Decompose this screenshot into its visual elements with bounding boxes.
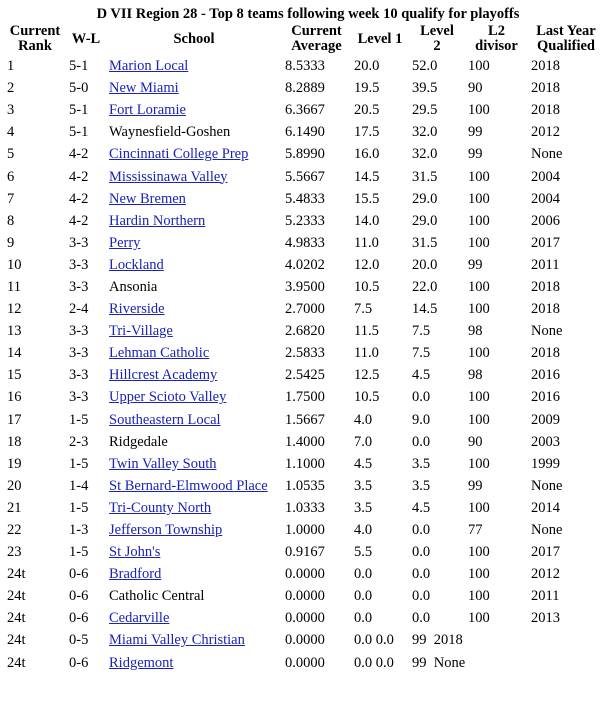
level2-cell: 0.0 [412, 522, 431, 539]
divisor-cell: 100 [468, 411, 490, 428]
school-cell [106, 453, 282, 475]
rank-cell: 14 [7, 345, 22, 362]
school-link[interactable]: Miami Valley Christian [109, 632, 245, 649]
average-cell: 0.0000 [285, 632, 325, 649]
header-last-line1: Last Year [536, 23, 596, 39]
school-cell [106, 386, 282, 408]
rank-cell: 10 [7, 256, 22, 273]
header-rank [4, 24, 66, 55]
school-cell [106, 409, 282, 431]
level2-cell: 39.5 [412, 80, 438, 97]
level2-cell: 0.0 [412, 433, 431, 450]
average-cell: 2.5425 [285, 367, 325, 384]
level2-cell: 14.5 [412, 301, 438, 318]
school-link[interactable]: New Miami [109, 80, 179, 97]
header-level2-line1: Level [420, 23, 454, 39]
header-last-qualified [528, 24, 604, 55]
header-wl: W-L [71, 30, 101, 47]
level2-cell: 22.0 [412, 278, 438, 295]
divisor-cell: 100 [468, 102, 490, 119]
divisor-cell: 99 [468, 146, 483, 163]
level2-cell: 3.5 [412, 477, 431, 494]
header-average [282, 24, 351, 55]
level2-cell: 52.0 [412, 58, 438, 75]
header-rank-line2: Rank [18, 38, 52, 54]
page-title: D VII Region 28 - Top 8 teams following week 10 qualify for playoffs [96, 6, 520, 22]
last-qualified-cell: None [531, 522, 563, 539]
level1-cell: 4.5 [354, 455, 373, 472]
level1-cell: 17.5 [354, 124, 380, 141]
average-cell: 5.4833 [285, 190, 325, 207]
school-link[interactable]: Riverside [109, 301, 165, 318]
header-average-line1: Current [291, 23, 342, 39]
wl-cell: 1-5 [69, 411, 89, 428]
level-values-cell: 0.0 0.0 [354, 654, 394, 671]
average-cell: 4.9833 [285, 234, 325, 251]
average-cell: 2.6820 [285, 323, 325, 340]
school-link[interactable]: Marion Local [109, 58, 189, 75]
school-cell [106, 298, 282, 320]
school-cell [106, 99, 282, 121]
rank-cell: 4 [7, 124, 15, 141]
level2-cell: 31.5 [412, 168, 438, 185]
level2-cell: 7.5 [412, 345, 431, 362]
table-row [4, 563, 604, 585]
wl-cell: 3-3 [69, 256, 89, 273]
level2-cell: 29.5 [412, 102, 438, 119]
average-cell: 1.4000 [285, 433, 325, 450]
level2-cell: 0.0 [412, 389, 431, 406]
wl-cell: 0-6 [69, 610, 89, 627]
level1-cell: 19.5 [354, 80, 380, 97]
wl-cell: 0-6 [69, 588, 89, 605]
divisor-cell: 100 [468, 278, 490, 295]
wl-cell: 4-2 [69, 212, 89, 229]
divisor-cell: 100 [468, 499, 490, 516]
last-qualified-cell: 2016 [531, 367, 560, 384]
standings-body [4, 55, 604, 674]
table-row [4, 188, 604, 210]
school-cell [106, 342, 282, 364]
school-link[interactable]: Cincinnati College Prep [109, 146, 249, 163]
level2-cell: 29.0 [412, 212, 438, 229]
wl-cell: 4-2 [69, 146, 89, 163]
level2-cell: 9.0 [412, 411, 431, 428]
wl-cell: 3-3 [69, 234, 89, 251]
level2-cell: 3.5 [412, 455, 431, 472]
school-link[interactable]: Cedarville [109, 610, 170, 627]
table-row [4, 629, 604, 651]
rank-cell: 1 [7, 58, 15, 75]
level1-cell: 11.5 [354, 323, 379, 340]
table-row [4, 453, 604, 475]
average-cell: 1.0000 [285, 522, 325, 539]
school-link[interactable]: Perry [109, 234, 141, 251]
school-link[interactable]: Mississinawa Valley [109, 168, 228, 185]
level1-cell: 0.0 [354, 610, 373, 627]
table-row [4, 77, 604, 99]
divisor-last-cell: 99 None [412, 654, 466, 671]
last-qualified-cell: 2018 [531, 301, 560, 318]
school-link[interactable]: Tri-Village [109, 323, 173, 340]
last-qualified-cell: 2018 [531, 58, 560, 75]
level2-cell: 7.5 [412, 323, 431, 340]
level1-cell: 3.5 [354, 499, 373, 516]
header-level1: Level 1 [357, 30, 403, 47]
header-divisor-line1: L2 [488, 23, 505, 39]
last-qualified-cell: 2011 [531, 588, 560, 605]
school-cell: Waynesfield-Goshen [109, 124, 231, 141]
last-qualified-cell: 2012 [531, 124, 560, 141]
rank-cell: 11 [7, 278, 21, 295]
school-link[interactable]: Hardin Northern [109, 212, 206, 229]
header-row [4, 24, 604, 55]
school-cell [106, 563, 282, 585]
last-qualified-cell: None [531, 323, 563, 340]
level2-cell: 0.0 [412, 610, 431, 627]
average-cell: 2.7000 [285, 301, 325, 318]
table-row [4, 431, 604, 453]
school-link[interactable]: Jefferson Township [109, 522, 223, 539]
wl-cell: 1-5 [69, 499, 89, 516]
divisor-cell: 100 [468, 389, 490, 406]
last-qualified-cell: 2006 [531, 212, 560, 229]
table-row [4, 409, 604, 431]
last-qualified-cell: 2018 [531, 80, 560, 97]
divisor-cell: 100 [468, 566, 490, 583]
level2-cell: 0.0 [412, 566, 431, 583]
level1-cell: 11.0 [354, 234, 379, 251]
last-qualified-cell: 1999 [531, 455, 560, 472]
school-cell [106, 210, 282, 232]
divisor-cell: 99 [468, 477, 483, 494]
average-cell: 5.8990 [285, 146, 325, 163]
last-qualified-cell: 2018 [531, 345, 560, 362]
last-qualified-cell: None [531, 146, 563, 163]
divisor-cell: 100 [468, 455, 490, 472]
wl-cell: 3-3 [69, 389, 89, 406]
table-row [4, 165, 604, 187]
level1-cell: 10.5 [354, 389, 380, 406]
rank-cell: 24t [7, 654, 26, 671]
rank-cell: 24t [7, 632, 26, 649]
level1-cell: 7.0 [354, 433, 373, 450]
school-cell [106, 475, 282, 497]
wl-cell: 0-5 [69, 632, 89, 649]
table-row [4, 143, 604, 165]
level2-cell: 32.0 [412, 124, 438, 141]
average-cell: 6.1490 [285, 124, 325, 141]
average-cell: 2.5833 [285, 345, 325, 362]
level1-cell: 7.5 [354, 301, 373, 318]
divisor-cell: 100 [468, 544, 490, 561]
wl-cell: 3-3 [69, 278, 89, 295]
school-cell: Catholic Central [109, 588, 205, 605]
level2-cell: 32.0 [412, 146, 438, 163]
level1-cell: 14.5 [354, 168, 380, 185]
rank-cell: 3 [7, 102, 15, 119]
school-cell [106, 143, 282, 165]
table-row [4, 276, 604, 298]
school-cell: Ridgedale [109, 433, 168, 450]
standings-table [4, 24, 604, 674]
level1-cell: 14.0 [354, 212, 380, 229]
last-qualified-cell: 2018 [531, 102, 560, 119]
average-cell: 3.9500 [285, 278, 325, 295]
divisor-cell: 99 [468, 124, 483, 141]
level1-cell: 4.0 [354, 411, 373, 428]
school-link[interactable]: Ridgemont [109, 654, 174, 671]
school-link[interactable]: Twin Valley South [109, 455, 217, 472]
rank-cell: 8 [7, 212, 15, 229]
school-cell [106, 519, 282, 541]
level1-cell: 10.5 [354, 278, 380, 295]
level1-cell: 3.5 [354, 477, 373, 494]
empty-cell [528, 652, 604, 674]
school-link[interactable]: St Bernard-Elmwood Place [109, 477, 268, 494]
school-cell [106, 320, 282, 342]
rank-cell: 13 [7, 323, 22, 340]
table-row [4, 99, 604, 121]
rank-cell: 5 [7, 146, 15, 163]
divisor-cell: 100 [468, 190, 490, 207]
table-row [4, 364, 604, 386]
divisor-cell: 100 [468, 610, 490, 627]
last-qualified-cell: 2017 [531, 234, 560, 251]
average-cell: 6.3667 [285, 102, 325, 119]
level1-cell: 0.0 [354, 588, 373, 605]
table-row [4, 652, 604, 674]
divisor-cell: 100 [468, 588, 490, 605]
table-row [4, 342, 604, 364]
average-cell: 0.9167 [285, 544, 325, 561]
level-values-cell: 0.0 0.0 [354, 632, 394, 649]
last-qualified-cell: 2018 [531, 278, 560, 295]
divisor-cell: 100 [468, 168, 490, 185]
table-row [4, 497, 604, 519]
school-link[interactable]: New Bremen [109, 190, 186, 207]
average-cell: 0.0000 [285, 588, 325, 605]
school-link[interactable]: Southeastern Local [109, 411, 221, 428]
table-row [4, 55, 604, 77]
last-qualified-cell: None [531, 477, 563, 494]
level2-cell: 0.0 [412, 588, 431, 605]
level2-cell: 4.5 [412, 367, 431, 384]
rank-cell: 12 [7, 301, 22, 318]
header-average-line2: Average [291, 38, 342, 54]
divisor-cell: 100 [468, 58, 490, 75]
school-cell [106, 188, 282, 210]
header-rank-line1: Current [9, 23, 61, 39]
school-cell [106, 254, 282, 276]
wl-cell: 5-1 [69, 124, 89, 141]
level1-cell: 15.5 [354, 190, 380, 207]
table-row [4, 475, 604, 497]
table-row [4, 121, 604, 143]
wl-cell: 5-0 [69, 80, 89, 97]
level2-cell: 31.5 [412, 234, 438, 251]
last-qualified-cell: 2012 [531, 566, 560, 583]
table-row [4, 541, 604, 563]
rank-cell: 2 [7, 80, 15, 97]
rank-cell: 21 [7, 499, 22, 516]
school-cell [106, 652, 282, 674]
average-cell: 5.5667 [285, 168, 325, 185]
header-divisor [465, 24, 528, 55]
average-cell: 4.0202 [285, 256, 325, 273]
header-level2-line2: 2 [433, 38, 441, 54]
wl-cell: 1-5 [69, 544, 89, 561]
school-cell [106, 629, 282, 651]
wl-cell: 2-3 [69, 433, 89, 450]
table-row [4, 519, 604, 541]
last-qualified-cell: 2014 [531, 499, 560, 516]
table-row [4, 254, 604, 276]
rank-cell: 24t [7, 566, 26, 583]
wl-cell: 3-3 [69, 345, 89, 362]
divisor-cell: 100 [468, 234, 490, 251]
divisor-cell: 90 [468, 433, 483, 450]
level1-cell: 20.0 [354, 58, 380, 75]
wl-cell: 3-3 [69, 367, 89, 384]
school-cell [106, 55, 282, 77]
average-cell: 1.1000 [285, 455, 325, 472]
empty-cell [528, 629, 604, 651]
rank-cell: 9 [7, 234, 15, 251]
average-cell: 0.0000 [285, 610, 325, 627]
school-cell [106, 607, 282, 629]
table-row [4, 585, 604, 607]
table-row [4, 607, 604, 629]
rank-cell: 24t [7, 610, 26, 627]
level1-cell: 0.0 [354, 566, 373, 583]
wl-cell: 4-2 [69, 190, 89, 207]
wl-cell: 0-6 [69, 566, 89, 583]
school-link[interactable]: St John's [109, 544, 161, 561]
divisor-last-cell: 99 2018 [412, 632, 463, 649]
header-level2 [409, 24, 465, 55]
rank-cell: 23 [7, 544, 22, 561]
rank-cell: 19 [7, 455, 22, 472]
school-link[interactable]: Lehman Catholic [109, 345, 210, 362]
school-link[interactable]: Lockland [109, 256, 164, 273]
level2-cell: 0.0 [412, 544, 431, 561]
header-last-line2: Qualified [536, 38, 595, 54]
rank-cell: 7 [7, 190, 15, 207]
divisor-cell: 90 [468, 80, 483, 97]
wl-cell: 1-3 [69, 522, 89, 539]
average-cell: 8.2889 [285, 80, 325, 97]
average-cell: 1.0333 [285, 499, 325, 516]
school-cell [106, 497, 282, 519]
last-qualified-cell: 2017 [531, 544, 560, 561]
level1-cell: 20.5 [354, 102, 380, 119]
divisor-cell: 98 [468, 367, 483, 384]
school-link[interactable]: Upper Scioto Valley [109, 389, 227, 406]
header-school: School [173, 30, 215, 47]
wl-cell: 5-1 [69, 58, 89, 75]
rank-cell: 6 [7, 168, 15, 185]
last-qualified-cell: 2004 [531, 168, 560, 185]
average-cell: 1.7500 [285, 389, 325, 406]
wl-cell: 0-6 [69, 654, 89, 671]
last-qualified-cell: 2003 [531, 433, 560, 450]
last-qualified-cell: 2004 [531, 190, 560, 207]
table-row [4, 210, 604, 232]
rank-cell: 20 [7, 477, 22, 494]
level2-cell: 4.5 [412, 499, 431, 516]
level2-cell: 29.0 [412, 190, 438, 207]
level1-cell: 12.5 [354, 367, 380, 384]
rank-cell: 22 [7, 522, 22, 539]
divisor-cell: 99 [468, 256, 483, 273]
wl-cell: 4-2 [69, 168, 89, 185]
school-cell [106, 165, 282, 187]
wl-cell: 1-4 [69, 477, 89, 494]
divisor-cell: 100 [468, 345, 490, 362]
last-qualified-cell: 2009 [531, 411, 560, 428]
rank-cell: 17 [7, 411, 22, 428]
last-qualified-cell: 2016 [531, 389, 560, 406]
header-divisor-line2: divisor [475, 38, 518, 54]
school-link[interactable]: Fort Loramie [109, 102, 186, 119]
school-link[interactable]: Hillcrest Academy [109, 367, 218, 384]
level1-cell: 12.0 [354, 256, 380, 273]
school-cell [106, 541, 282, 563]
divisor-cell: 100 [468, 301, 490, 318]
rank-cell: 16 [7, 389, 22, 406]
table-row [4, 298, 604, 320]
level2-cell: 20.0 [412, 256, 438, 273]
school-cell [106, 77, 282, 99]
divisor-cell: 100 [468, 212, 490, 229]
table-row [4, 232, 604, 254]
average-cell: 0.0000 [285, 566, 325, 583]
school-link[interactable]: Tri-County North [109, 499, 212, 516]
average-cell: 1.5667 [285, 411, 325, 428]
divisor-cell: 98 [468, 323, 483, 340]
wl-cell: 3-3 [69, 323, 89, 340]
average-cell: 5.2333 [285, 212, 325, 229]
level1-cell: 16.0 [354, 146, 380, 163]
last-qualified-cell: 2011 [531, 256, 560, 273]
school-cell: Ansonia [109, 278, 158, 295]
rank-cell: 15 [7, 367, 22, 384]
wl-cell: 5-1 [69, 102, 89, 119]
average-cell: 0.0000 [285, 654, 325, 671]
average-cell: 1.0535 [285, 477, 325, 494]
wl-cell: 2-4 [69, 301, 89, 318]
school-cell [106, 364, 282, 386]
level1-cell: 5.5 [354, 544, 373, 561]
rank-cell: 24t [7, 588, 26, 605]
average-cell: 8.5333 [285, 58, 325, 75]
school-link[interactable]: Bradford [109, 566, 162, 583]
level1-cell: 4.0 [354, 522, 373, 539]
last-qualified-cell: 2013 [531, 610, 560, 627]
rank-cell: 18 [7, 433, 22, 450]
table-row [4, 386, 604, 408]
school-cell [106, 232, 282, 254]
divisor-cell: 77 [468, 522, 483, 539]
table-row [4, 320, 604, 342]
wl-cell: 1-5 [69, 455, 89, 472]
level1-cell: 11.0 [354, 345, 379, 362]
